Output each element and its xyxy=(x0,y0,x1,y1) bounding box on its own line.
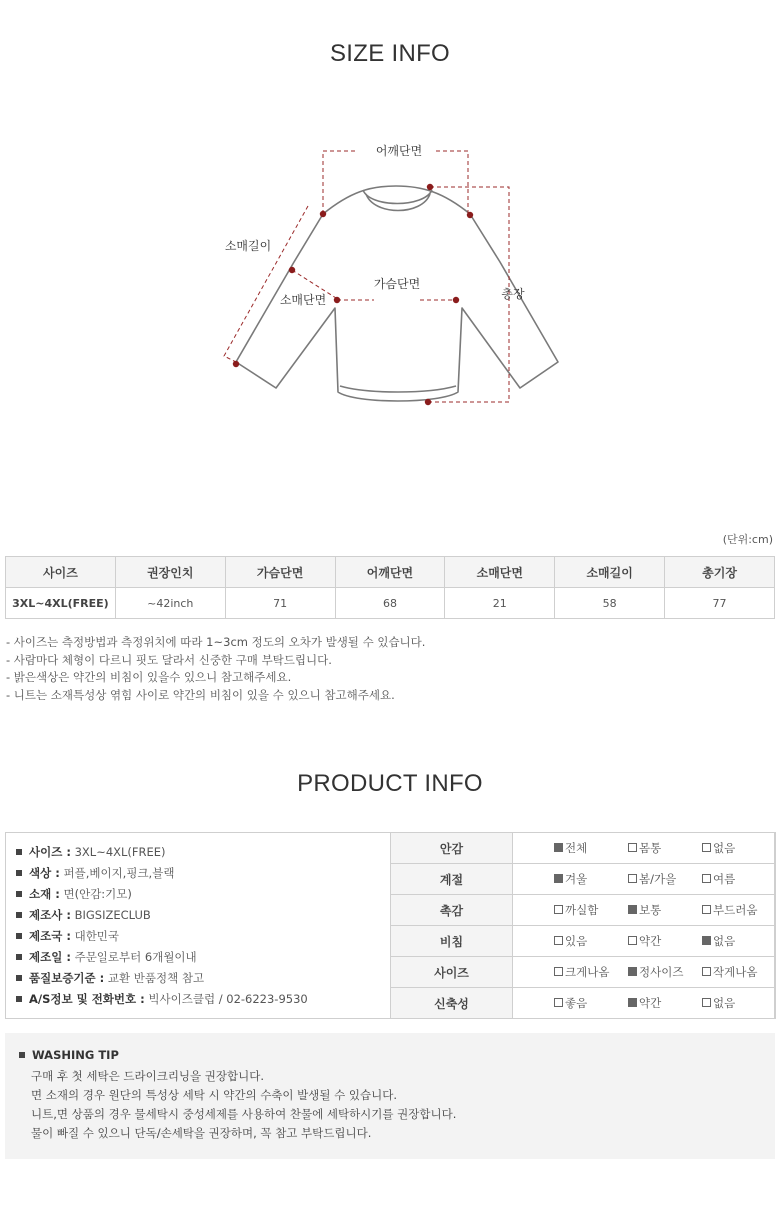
attribute-option xyxy=(702,840,776,856)
size-table-cell: 71 xyxy=(225,588,335,619)
size-table xyxy=(5,556,775,619)
checked-box-icon xyxy=(628,905,637,914)
list-item: - 사이즈는 측정방법과 측정위치에 따라 1~3cm 정도의 오차가 발생될 수 있습니다. xyxy=(6,635,426,649)
attribute-option xyxy=(554,871,628,887)
checked-box-icon xyxy=(554,874,563,883)
detail-value: 면(안감:기모) xyxy=(63,887,132,901)
square-bullet-icon xyxy=(16,849,22,855)
washing-tip-box xyxy=(5,1033,775,1159)
table-row xyxy=(391,926,776,957)
size-table-cell: 58 xyxy=(555,588,665,619)
unchecked-box-icon xyxy=(702,998,711,1007)
list-item: 면 소재의 경우 원단의 특성상 세탁 시 약간의 수축이 발생될 수 있습니다. xyxy=(31,1088,398,1102)
attribute-option-label: 보통 xyxy=(639,903,662,917)
list-item xyxy=(16,989,308,1010)
product-info-title: PRODUCT INFO xyxy=(297,770,483,797)
attribute-option xyxy=(628,840,702,856)
attribute-option xyxy=(628,933,702,949)
list-item xyxy=(16,884,308,905)
size-table-header: 총기장 xyxy=(665,557,775,588)
table-row xyxy=(6,588,775,619)
unchecked-box-icon xyxy=(702,967,711,976)
list-item xyxy=(16,947,308,968)
attribute-option xyxy=(554,995,628,1011)
unchecked-box-icon xyxy=(554,967,563,976)
attribute-option-label: 약간 xyxy=(639,934,662,948)
unchecked-box-icon xyxy=(554,998,563,1007)
table-row xyxy=(391,988,776,1019)
detail-label: 제조일 : xyxy=(29,950,71,964)
unchecked-box-icon xyxy=(554,905,563,914)
unchecked-box-icon xyxy=(628,936,637,945)
detail-label: 색상 : xyxy=(29,866,60,880)
table-row xyxy=(391,833,776,864)
size-table-cell: 21 xyxy=(445,588,555,619)
checked-box-icon xyxy=(628,998,637,1007)
list-item xyxy=(16,926,308,947)
washing-tip-heading xyxy=(19,1048,119,1062)
list-item xyxy=(16,842,308,863)
size-table-header-row xyxy=(6,557,775,588)
unchecked-box-icon xyxy=(554,936,563,945)
unchecked-box-icon xyxy=(628,874,637,883)
table-row xyxy=(391,864,776,895)
detail-value: 주문일로부터 6개월이내 xyxy=(74,950,197,964)
attribute-option-label: 정사이즈 xyxy=(639,965,684,979)
attribute-options xyxy=(513,957,776,988)
sweater-measurement-diagram xyxy=(200,130,580,420)
unit-note: (단위:cm) xyxy=(722,533,773,546)
attribute-option-label: 몸통 xyxy=(639,841,662,855)
attribute-options xyxy=(513,988,776,1019)
square-bullet-icon xyxy=(16,954,22,960)
attribute-label: 계절 xyxy=(391,864,513,895)
product-attribute-table xyxy=(390,832,776,1019)
detail-value: 퍼플,베이지,핑크,블랙 xyxy=(63,866,175,880)
label-sleeve-length: 소매길이 xyxy=(224,239,272,253)
detail-label: A/S정보 및 전화번호 : xyxy=(29,992,145,1006)
attribute-option-label: 없음 xyxy=(713,841,736,855)
attribute-option xyxy=(702,995,776,1011)
unchecked-box-icon xyxy=(702,843,711,852)
attribute-option xyxy=(628,871,702,887)
product-info-box xyxy=(5,832,775,1019)
attribute-option-label: 약간 xyxy=(639,996,662,1010)
checked-box-icon xyxy=(702,936,711,945)
attribute-option xyxy=(628,995,702,1011)
detail-value: 3XL~4XL(FREE) xyxy=(74,845,166,859)
list-item: 니트,면 상품의 경우 물세탁시 중성세제를 사용하여 찬물에 세탁하시기를 권장합니다. xyxy=(31,1107,457,1121)
attribute-option-label: 봄/가을 xyxy=(639,872,677,886)
attribute-label: 신축성 xyxy=(391,988,513,1019)
size-table-cell: 77 xyxy=(665,588,775,619)
detail-value: 교환 반품정책 참고 xyxy=(107,971,205,985)
attribute-option xyxy=(554,964,628,980)
attribute-option-label: 없음 xyxy=(713,934,736,948)
attribute-option-label: 겨울 xyxy=(565,872,588,886)
attribute-option xyxy=(702,933,776,949)
attribute-option xyxy=(554,933,628,949)
square-bullet-icon xyxy=(16,912,22,918)
size-table-header: 사이즈 xyxy=(6,557,116,588)
attribute-label: 촉감 xyxy=(391,895,513,926)
detail-label: 품질보증기준 : xyxy=(29,971,105,985)
unchecked-box-icon xyxy=(628,843,637,852)
attribute-options xyxy=(513,864,776,895)
detail-label: 사이즈 : xyxy=(29,845,71,859)
label-shoulder: 어깨단면 xyxy=(375,144,423,158)
size-table-cell: 3XL~4XL(FREE) xyxy=(6,588,116,619)
washing-tip-title: WASHING TIP xyxy=(32,1048,119,1062)
square-bullet-icon xyxy=(16,996,22,1002)
attribute-options xyxy=(513,926,776,957)
list-item xyxy=(16,863,308,884)
product-details xyxy=(16,842,308,1010)
attribute-option xyxy=(628,902,702,918)
square-bullet-icon xyxy=(16,870,22,876)
attribute-option-label: 없음 xyxy=(713,996,736,1010)
list-item: 물이 빠질 수 있으니 단독/손세탁을 권장하며, 꼭 참고 부탁드립니다. xyxy=(31,1126,372,1140)
measurement-lines xyxy=(224,151,509,402)
attribute-option-label: 까실함 xyxy=(565,903,599,917)
detail-label: 제조사 : xyxy=(29,908,71,922)
attribute-option xyxy=(702,902,776,918)
attribute-label: 안감 xyxy=(391,833,513,864)
attribute-option-label: 여름 xyxy=(713,872,736,886)
washing-tip-lines xyxy=(31,1067,456,1143)
size-table-cell: 68 xyxy=(335,588,445,619)
attribute-option xyxy=(702,964,776,980)
attribute-option-label: 있음 xyxy=(565,934,588,948)
detail-value: 빅사이즈클럽 / 02-6223-9530 xyxy=(148,992,308,1006)
attribute-option xyxy=(702,871,776,887)
list-item xyxy=(16,905,308,926)
attribute-label: 사이즈 xyxy=(391,957,513,988)
attribute-option xyxy=(554,840,628,856)
attribute-options xyxy=(513,895,776,926)
list-item xyxy=(16,968,308,989)
unchecked-box-icon xyxy=(702,905,711,914)
list-item: 구매 후 첫 세탁은 드라이크리닝을 권장합니다. xyxy=(31,1069,265,1083)
attribute-option-label: 부드러움 xyxy=(713,903,758,917)
checked-box-icon xyxy=(554,843,563,852)
square-bullet-icon xyxy=(16,891,22,897)
size-table-header: 소매길이 xyxy=(555,557,665,588)
detail-label: 제조국 : xyxy=(29,929,71,943)
attribute-option-label: 전체 xyxy=(565,841,588,855)
unchecked-box-icon xyxy=(702,874,711,883)
list-item: - 사람마다 체형이 다르니 핏도 달라서 신중한 구매 부탁드립니다. xyxy=(6,652,332,667)
square-bullet-icon xyxy=(16,975,22,981)
label-sleeve-width: 소매단면 xyxy=(279,293,327,307)
attribute-options xyxy=(513,833,776,864)
table-row xyxy=(391,957,776,988)
size-info-title: SIZE INFO xyxy=(329,40,451,67)
attribute-option-label: 좋음 xyxy=(565,996,588,1010)
size-table-header: 권장인치 xyxy=(115,557,225,588)
size-table-header: 가슴단면 xyxy=(225,557,335,588)
size-table-cell: ~42inch xyxy=(115,588,225,619)
attribute-option xyxy=(554,902,628,918)
label-chest: 가슴단면 xyxy=(373,277,421,291)
size-table-header: 어깨단면 xyxy=(335,557,445,588)
measurement-points xyxy=(233,184,473,405)
size-table-header: 소매단면 xyxy=(445,557,555,588)
list-item: - 니트는 소재특성상 엮힘 사이로 약간의 비침이 있을 수 있으니 참고해주세요. xyxy=(6,687,395,702)
square-bullet-icon xyxy=(16,933,22,939)
attribute-option-label: 크게나옴 xyxy=(565,965,610,979)
square-bullet-icon xyxy=(19,1052,25,1058)
detail-label: 소재 : xyxy=(29,887,60,901)
attribute-label: 비침 xyxy=(391,926,513,957)
attribute-option-label: 작게나옴 xyxy=(713,965,758,979)
list-item: - 밝은색상은 약간의 비침이 있을수 있으니 참고해주세요. xyxy=(6,670,292,684)
attribute-option xyxy=(628,964,702,980)
label-total-length: 총장 xyxy=(501,287,525,301)
checked-box-icon xyxy=(628,967,637,976)
detail-value: 대한민국 xyxy=(74,929,120,943)
table-row xyxy=(391,895,776,926)
detail-value: BIGSIZECLUB xyxy=(74,908,151,922)
size-notes xyxy=(6,634,425,704)
